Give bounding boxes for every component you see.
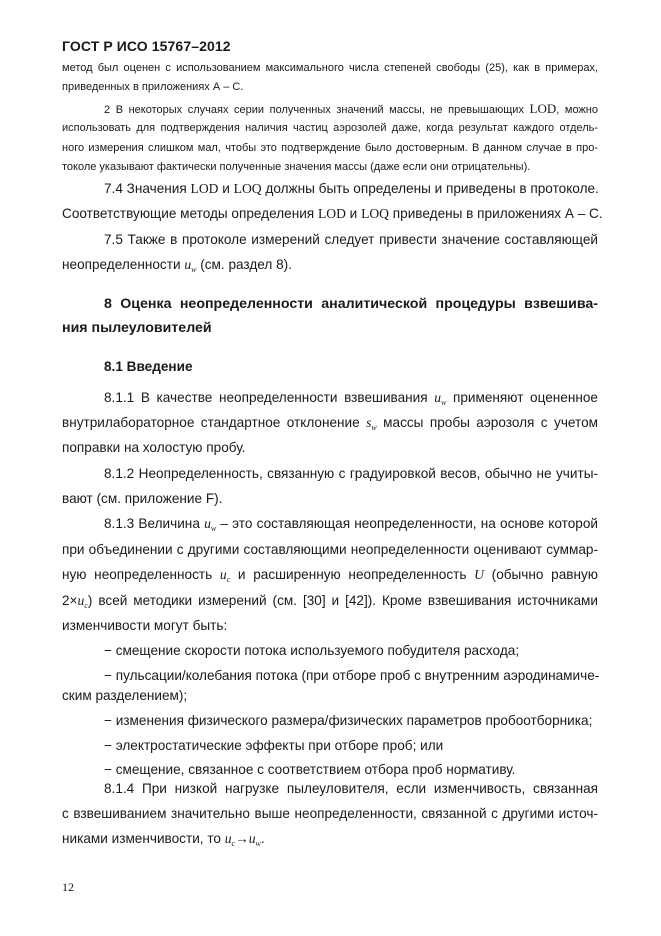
note1-line1: метод был оценен с использованием максимального числа степеней свободы (25), как в примерах, (62, 62, 598, 74)
p812-line1: 8.1.2 Неопределенность, связанную с градуировкой весов, обычно не учиты- (104, 466, 598, 481)
symbol-subscript: w (191, 265, 197, 274)
p811-line3: поправки на холостую пробу. (62, 440, 246, 455)
bullet-item: − пульсации/колебания потока (при отборе проб с внутренним аэродинамиче- (104, 668, 600, 683)
p811-line2 (62, 415, 598, 432)
p813-text-g: ) всей методики измерений (см. [30] и [42]). Кроме взвешивания источниками (87, 593, 598, 608)
p811-line1 (104, 390, 598, 407)
note2-text-b: , можно (556, 104, 598, 116)
p75-text-a: неопределенности (62, 257, 185, 272)
p75-line1: 7.5 Также в протоколе измерений следует привести значение составляющей (104, 232, 598, 247)
section8-title-line1: 8 Оценка неопределенности аналитической процедуры взвешива- (104, 296, 598, 312)
document-header: ГОСТ Р ИСО 15767–2012 (62, 38, 231, 54)
p813-text-e: (обычно равную (483, 567, 598, 582)
note2-line4: токоле указывают фактически полученные значения массы (даже если они отрицательны). (62, 161, 531, 173)
p811-text-c: внутрилабораторное стандартное отклонение (62, 415, 367, 430)
symbol-subscript: w (255, 839, 261, 848)
symbol-subscript: c (84, 601, 88, 610)
p74-text-f: приведены в приложениях А – С. (389, 206, 603, 221)
p813-line1 (104, 516, 598, 533)
bullet-item: − электростатические эффекты при отборе проб; или (104, 738, 444, 753)
p814-text-a: никами изменчивости, то (62, 831, 225, 846)
p74-line1 (104, 181, 598, 197)
symbol-u: u (224, 831, 232, 846)
symbol-subscript: c (231, 839, 236, 848)
note2-line1 (104, 101, 598, 117)
symbol-u: u (219, 567, 227, 582)
p75-text-b: (см. раздел 8). (196, 257, 292, 272)
bullet-item: − изменения физического размера/физических параметров пробоотборника; (104, 713, 593, 728)
p813-text-b: – это составляющая неопределенности, на основе которой (216, 516, 598, 531)
p813-line2: при объединении с другими составляющими неопределенности оценивают суммар- (62, 542, 598, 557)
note2-line2: использовать для подтверждения наличия частиц аэрозолей даже, когда результат каждого отдель- (62, 122, 598, 134)
p812-line2: вают (см. приложение F). (62, 491, 223, 506)
section81-title: 8.1 Введение (104, 359, 193, 374)
symbol-s: s (366, 415, 372, 430)
symbol-u: u (184, 257, 192, 272)
p811-text-d: массы пробы аэрозоля с учетом (376, 415, 598, 430)
section8-title-line2: ния пылеуловителей (62, 320, 212, 336)
symbol-u: u (204, 516, 211, 531)
p814-line1: 8.1.4 При низкой нагрузке пылеуловителя, если изменчивость, связанная (104, 781, 598, 796)
p813-line4 (62, 593, 598, 610)
symbol-u: u (248, 831, 256, 846)
p814-text-b: . (260, 831, 265, 846)
arrow-symbol: → (235, 831, 249, 846)
p74-text-e: и (345, 206, 362, 221)
page-number: 12 (62, 880, 74, 894)
lod-term: LOD (529, 101, 557, 116)
symbol-subscript: w (441, 398, 447, 407)
p813-line3 (62, 567, 598, 584)
p811-text-b: применяют оцененное (446, 390, 598, 405)
note2-text-a: 2 В некоторых случаях серии полученных значений массы, не превышающих (104, 104, 530, 116)
symbol-u: u (434, 390, 442, 405)
p813-text-d: и расширенную неопределенность (230, 567, 475, 582)
note2-line3: ного измерения слишком мал, чтобы это подтверждение было достоверным. В данном случае в про- (62, 142, 598, 154)
p74-line2 (62, 206, 603, 222)
p813-line5: изменчивости могут быть: (62, 618, 228, 633)
p75-line2 (62, 257, 292, 274)
bullet-item: − смещение, связанное с соответствием отбора проб нормативу. (104, 762, 516, 777)
p814-line2: с взвешиванием значительно выше неопределенности, связанной с другими источ- (62, 806, 598, 821)
loq-term: LOQ (361, 206, 390, 221)
loq-term: LOQ (233, 181, 262, 196)
symbol-U: U (474, 567, 484, 582)
bullet-item-cont: ским разделением); (62, 688, 188, 703)
note1-line2: приведенных в приложениях А – С. (62, 81, 244, 93)
p813-text-c: ную неопределенность (62, 567, 220, 582)
lod-term: LOD (190, 181, 219, 196)
p74-text-a: 7.4 Значения (104, 181, 191, 196)
p814-line3 (62, 831, 265, 848)
symbol-subscript: w (210, 524, 217, 533)
p811-text-a: 8.1.1 В качестве неопределенности взвешивания (104, 390, 435, 405)
symbol-u: u (77, 593, 85, 608)
p74-text-b: и (218, 181, 234, 196)
bullet-item: − смещение скорости потока используемого побудителя расхода; (104, 643, 520, 658)
lod-term: LOD (317, 206, 346, 221)
p813-text-f: 2× (62, 593, 78, 608)
p74-text-c: должны быть определены и приведены в протоколе. (261, 181, 599, 196)
symbol-subscript: c (226, 575, 231, 584)
p74-text-d: Соответствующие методы определения (62, 206, 318, 221)
symbol-subscript: w (371, 423, 377, 432)
p813-text-a: 8.1.3 Величина (104, 516, 205, 531)
